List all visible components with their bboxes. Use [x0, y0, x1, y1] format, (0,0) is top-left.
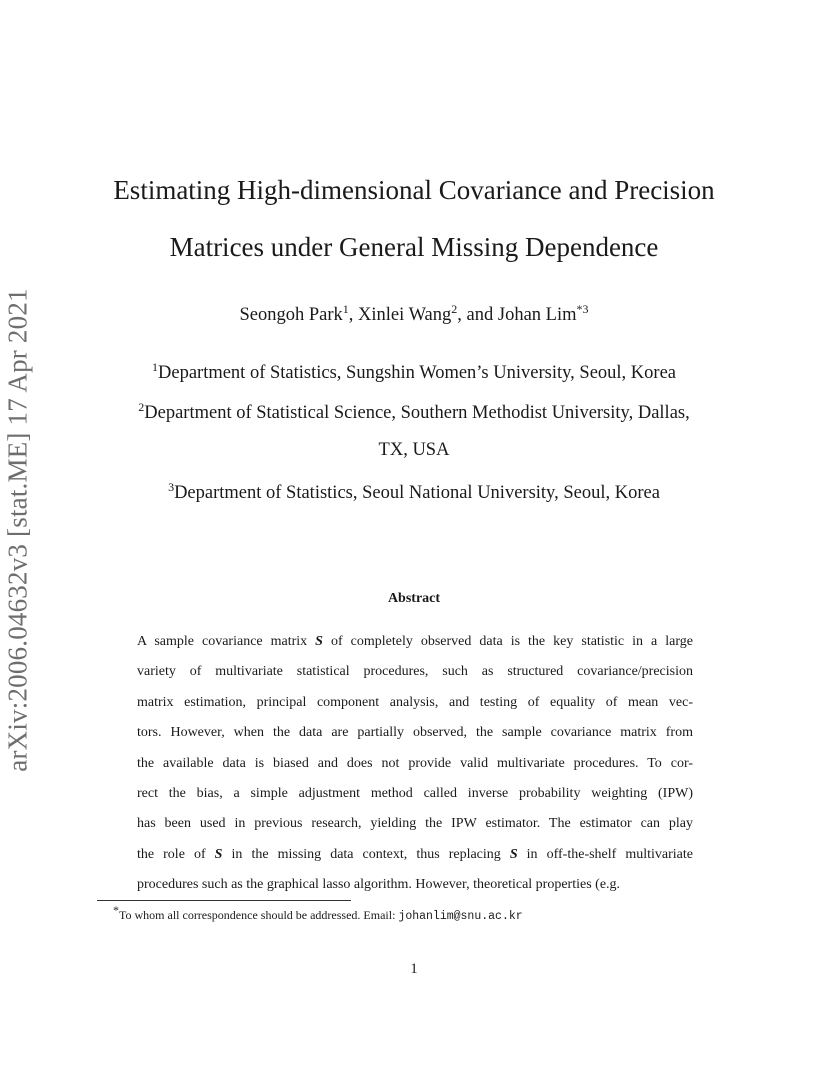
- page-number: 1: [410, 961, 418, 977]
- author-affiliation-mark: *3: [576, 302, 589, 316]
- abstract-text: in the missing data context, thus replacing: [222, 846, 510, 862]
- author-separator: ,: [348, 305, 359, 326]
- author-separator: , and: [457, 305, 498, 326]
- abstract-line: [137, 718, 693, 748]
- abstract-text: the role of: [137, 846, 215, 862]
- abstract-text: A sample covariance matrix: [137, 634, 316, 649]
- math-symbol: S: [315, 634, 323, 649]
- affiliation-2: [0, 400, 828, 424]
- abstract-text: the available data is biased and does not provide valid multivariate procedures. To cor-: [137, 755, 693, 771]
- correspondence-footnote: [113, 903, 523, 923]
- abstract-line: [137, 657, 693, 687]
- abstract-line: [137, 870, 693, 900]
- abstract-text: matrix estimation, principal component analysis, and testing of equality of mean vec-: [137, 694, 693, 710]
- abstract-text: tors. However, when the data are partially observed, the sample covariance matrix from: [137, 725, 693, 741]
- affiliation-text: Department of Statistical Science, Southern Methodist University, Dallas,: [144, 403, 690, 424]
- abstract-text: in off-the-shelf multivariate: [517, 846, 693, 862]
- footnote-divider: [97, 900, 351, 901]
- math-symbol: S: [214, 846, 223, 862]
- math-symbol: S: [509, 846, 518, 862]
- affiliation-text: Department of Statistics, Sungshin Women’s University, Seoul, Korea: [158, 363, 676, 384]
- affiliation-mark: 1: [152, 360, 158, 374]
- affiliation-3: [0, 480, 828, 504]
- affiliation-mark: 3: [168, 480, 175, 494]
- abstract-line: [137, 809, 693, 839]
- author-name: Xinlei Wang: [358, 305, 452, 326]
- author-affiliation-mark: 1: [342, 302, 349, 316]
- abstract-text: procedures such as the graphical lasso algorithm. However, theoretical properties (e.g.: [137, 877, 621, 893]
- abstract-text: of completely observed data is the key statistic in a large: [322, 634, 693, 649]
- abstract-line: [137, 627, 693, 657]
- abstract-line: [137, 749, 693, 779]
- affiliation-2-continued: TX, USA: [378, 440, 450, 460]
- abstract-line: [137, 840, 693, 870]
- author-list: [0, 302, 828, 326]
- abstract-line: [137, 779, 693, 809]
- paper-title-line-1: Estimating High-dimensional Covariance and Precision: [113, 175, 715, 205]
- author-affiliation-mark: 2: [451, 302, 458, 316]
- author-name: Johan Lim: [497, 305, 577, 326]
- author-name: Seongoh Park: [239, 305, 343, 326]
- correspondence-email: johanlim@snu.ac.kr: [398, 910, 523, 923]
- footnote-text: To whom all correspondence should be addressed. Email:: [119, 908, 399, 922]
- affiliation-1: [0, 360, 828, 384]
- abstract-text: has been used in previous research, yielding the IPW estimator. The estimator can play: [137, 816, 693, 832]
- abstract-text: variety of multivariate statistical procedures, such as structured covariance/precision: [137, 664, 693, 680]
- affiliation-text: Department of Statistics, Seoul National University, Seoul, Korea: [174, 483, 660, 504]
- abstract-heading: Abstract: [387, 591, 441, 606]
- paper-title-line-2: Matrices under General Missing Dependence: [169, 232, 659, 262]
- abstract-text: rect the bias, a simple adjustment method called inverse probability weighting (IPW): [137, 785, 693, 801]
- affiliation-mark: 2: [138, 400, 145, 414]
- footnote-mark: *: [113, 903, 119, 917]
- abstract-body: [137, 627, 693, 901]
- arxiv-identifier: arXiv:2006.04632v3 [stat.ME] 17 Apr 2021: [2, 288, 33, 772]
- abstract-line: [137, 688, 693, 718]
